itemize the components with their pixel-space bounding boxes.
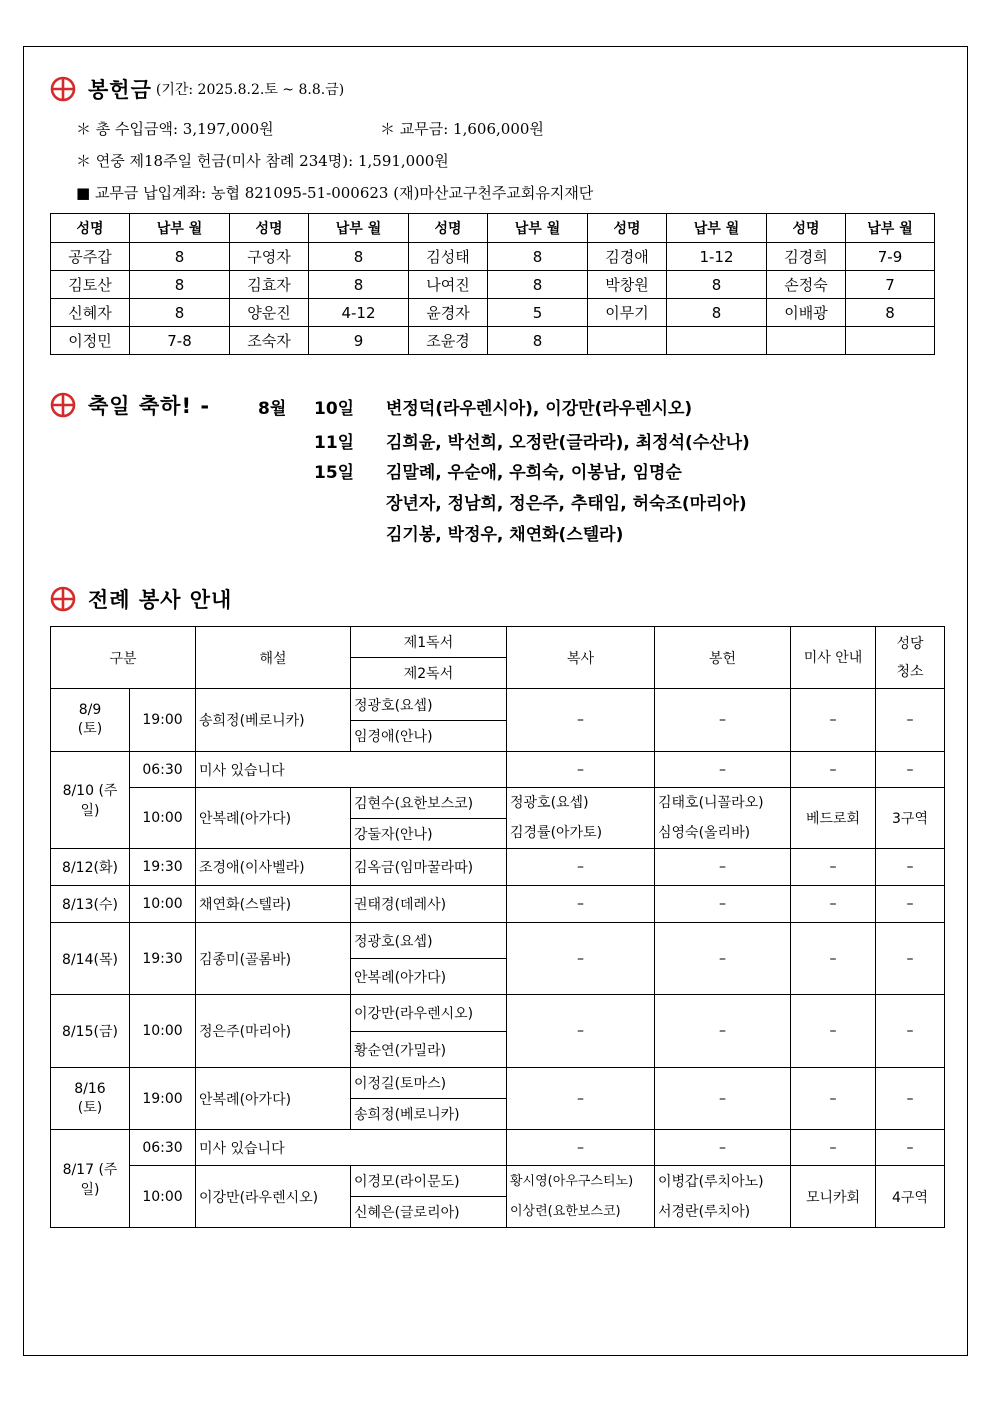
member-name: 나여진: [409, 271, 488, 299]
paid-month: 9: [309, 327, 409, 355]
member-name: 조숙자: [230, 327, 309, 355]
member-name: 김성태: [409, 243, 488, 271]
member-name: 김토산: [51, 271, 130, 299]
offertory-cell: –: [655, 1068, 791, 1130]
reader2-cell: 신혜은(글로리아): [351, 1197, 507, 1228]
header-reader1: 제1독서: [351, 627, 507, 658]
member-name: 이무기: [588, 299, 667, 327]
member-name: 김경애: [588, 243, 667, 271]
member-name: [588, 327, 667, 355]
acolyte-name: 김경률(아가토): [510, 825, 603, 841]
header-name: 성명: [588, 214, 667, 243]
mass-guide-cell: 모니카회: [791, 1166, 876, 1228]
member-name: 조윤경: [409, 327, 488, 355]
feast-names: 김기봉, 박정우, 채연화(스텔라): [386, 525, 624, 545]
offertory-cell: –: [655, 886, 791, 923]
commentary-cell: 이강만(라우렌시오): [196, 1166, 351, 1228]
date-cell: 8/17 (주일): [51, 1130, 130, 1228]
offertory-name: 심영숙(올리바): [658, 825, 751, 841]
commentary-cell: 채연화(스텔라): [196, 886, 351, 923]
reader2-cell: 강둘자(안나): [351, 819, 507, 849]
feast-names: 장년자, 정남희, 정은주, 추태임, 허숙조(마리아): [386, 494, 747, 514]
time-cell: 19:00: [130, 1068, 196, 1130]
acolyte-cell: –: [507, 1130, 655, 1166]
reader2-cell: 황순연(가밀라): [351, 1032, 507, 1068]
mass-guide-cell: –: [791, 689, 876, 752]
offertory-cell: –: [655, 923, 791, 995]
acolyte-cell: –: [507, 886, 655, 923]
table-row: [51, 243, 935, 271]
cleaning-cell: 4구역: [876, 1166, 945, 1228]
offering-header: [50, 74, 344, 104]
paid-month: 7-8: [130, 327, 230, 355]
acolyte-name: 정광호(요셉): [510, 795, 589, 811]
cleaning-cell: –: [876, 923, 945, 995]
date-cell: 8/13(수): [51, 886, 130, 923]
acolyte-cell: –: [507, 752, 655, 788]
offertory-name: 서경란(루치아): [658, 1203, 751, 1220]
mass-guide-cell: –: [791, 1130, 876, 1166]
mass-guide-cell: –: [791, 752, 876, 788]
cross-circle-icon: [50, 392, 76, 418]
diocese-fee: ＊ 교무금: 1,606,000원: [380, 120, 544, 138]
commentary-cell: 송희정(베로니카): [196, 689, 351, 752]
mass-guide-cell: –: [791, 1068, 876, 1130]
acolyte-cell: [507, 788, 655, 849]
feast-names: 김희윤, 박선희, 오정란(글라라), 최정석(수산나): [386, 433, 750, 453]
header-name: 성명: [230, 214, 309, 243]
cleaning-cell: –: [876, 886, 945, 923]
member-name: 신혜자: [51, 299, 130, 327]
acolyte-cell: –: [507, 1068, 655, 1130]
paid-month: [846, 327, 935, 355]
feast-day: 15일: [314, 463, 355, 483]
no-mass-note: 미사 있습니다: [196, 752, 507, 788]
time-cell: 10:00: [130, 995, 196, 1068]
header-name: 성명: [767, 214, 846, 243]
liturgy-title: 전례 봉사 안내: [88, 588, 233, 612]
offering-title: 봉헌금: [88, 78, 152, 102]
offertory-name: 이병갑(루치아노): [658, 1173, 764, 1190]
paid-month: 8: [667, 299, 767, 327]
member-name: 구영자: [230, 243, 309, 271]
member-name: 박창원: [588, 271, 667, 299]
header-month: 납부 월: [309, 214, 409, 243]
paid-month: 8: [846, 299, 935, 327]
header-commentary: 해설: [196, 627, 351, 689]
commentary-cell: 안복례(아가다): [196, 788, 351, 849]
cleaning-cell: –: [876, 849, 945, 886]
cross-circle-icon: [50, 586, 76, 612]
feast-title: 축일 축하! -: [88, 394, 211, 418]
header-mass-guide: 미사 안내: [791, 627, 876, 689]
paid-month: 5: [488, 299, 588, 327]
offertory-cell: [655, 1166, 791, 1228]
paid-month: [667, 327, 767, 355]
commentary-cell: 조경애(이사벨라): [196, 849, 351, 886]
mass-guide-cell: –: [791, 849, 876, 886]
acolyte-cell: –: [507, 849, 655, 886]
cleaning-cell: –: [876, 995, 945, 1068]
header-month: 납부 월: [667, 214, 767, 243]
acolyte-cell: –: [507, 923, 655, 995]
offertory-cell: –: [655, 995, 791, 1068]
time-cell: 06:30: [130, 752, 196, 788]
cleaning-cell: –: [876, 689, 945, 752]
feast-month: 8월: [258, 399, 287, 419]
header-name: 성명: [51, 214, 130, 243]
feast-day: 10일: [314, 399, 355, 419]
member-name: 공주갑: [51, 243, 130, 271]
total-income: ＊ 총 수입금액: 3,197,000원: [76, 120, 274, 138]
header-month: 납부 월: [846, 214, 935, 243]
cleaning-cell: –: [876, 752, 945, 788]
acolyte-cell: [507, 1166, 655, 1228]
paid-month: 8: [309, 243, 409, 271]
reader1-cell: 이강만(라우렌시오): [351, 995, 507, 1032]
sunday-offering: ＊ 연중 제18주일 헌금(미사 참례 234명): 1,591,000원: [76, 152, 449, 170]
offertory-cell: –: [655, 689, 791, 752]
commentary-cell: 정은주(마리아): [196, 995, 351, 1068]
header-cleaning: 성당 청소: [876, 627, 945, 689]
time-cell: 10:00: [130, 788, 196, 849]
dues-table: [50, 213, 935, 355]
date-cell: 8/10 (주일): [51, 752, 130, 849]
header-month: 납부 월: [488, 214, 588, 243]
reader1-cell: 정광호(요셉): [351, 923, 507, 959]
commentary-cell: 김종미(골롬바): [196, 923, 351, 995]
offertory-cell: [655, 788, 791, 849]
feast-names: 변정덕(라우렌시아), 이강만(라우렌시오): [386, 399, 693, 419]
reader1-cell: 권태경(데레사): [351, 886, 507, 923]
date-cell: 8/15(금): [51, 995, 130, 1068]
paid-month: 8: [309, 271, 409, 299]
liturgy-header: [50, 584, 232, 614]
offertory-cell: –: [655, 752, 791, 788]
paid-month: 8: [488, 327, 588, 355]
offering-period: (기간: 2025.8.2.토 ~ 8.8.금): [155, 82, 345, 98]
reader2-cell: 안복례(아가다): [351, 959, 507, 995]
member-name: [767, 327, 846, 355]
header-acolyte: 복사: [507, 627, 655, 689]
member-name: 김경희: [767, 243, 846, 271]
reader1-cell: 이정길(토마스): [351, 1068, 507, 1099]
mass-guide-cell: 베드로회: [791, 788, 876, 849]
member-name: 윤경자: [409, 299, 488, 327]
header-name: 성명: [409, 214, 488, 243]
paid-month: 1-12: [667, 243, 767, 271]
table-row: [51, 299, 935, 327]
commentary-cell: 안복례(아가다): [196, 1068, 351, 1130]
offertory-name: 김태호(니꼴라오): [658, 795, 764, 811]
reader1-cell: 이경모(라이문도): [351, 1166, 507, 1197]
acolyte-name: 이상련(요한보스코): [510, 1203, 621, 1219]
member-name: 이배광: [767, 299, 846, 327]
paid-month: 8: [130, 299, 230, 327]
liturgy-table: [50, 626, 945, 1228]
date-cell: 8/9 (토): [51, 689, 130, 752]
acolyte-cell: –: [507, 995, 655, 1068]
cleaning-cell: –: [876, 1130, 945, 1166]
feast-names: 김말례, 우순애, 우희숙, 이봉남, 임명순: [386, 463, 682, 483]
header-month: 납부 월: [130, 214, 230, 243]
cleaning-cell: 3구역: [876, 788, 945, 849]
time-cell: 19:30: [130, 849, 196, 886]
paid-month: 4-12: [309, 299, 409, 327]
cross-circle-icon: [50, 76, 76, 102]
date-cell: 8/12(화): [51, 849, 130, 886]
feast-header: [50, 390, 210, 420]
reader2-cell: 송희정(베로니카): [351, 1099, 507, 1130]
time-cell: 10:00: [130, 886, 196, 923]
table-row: [51, 327, 935, 355]
time-cell: 19:00: [130, 689, 196, 752]
mass-guide-cell: –: [791, 886, 876, 923]
paid-month: 7-9: [846, 243, 935, 271]
paid-month: 8: [667, 271, 767, 299]
cleaning-cell: –: [876, 1068, 945, 1130]
member-name: 손정숙: [767, 271, 846, 299]
time-cell: 06:30: [130, 1130, 196, 1166]
date-cell: 8/16 (토): [51, 1068, 130, 1130]
paid-month: 8: [488, 243, 588, 271]
acolyte-cell: –: [507, 689, 655, 752]
offertory-cell: –: [655, 849, 791, 886]
header-division: 구분: [51, 627, 196, 689]
reader1-cell: 정광호(요셉): [351, 689, 507, 721]
reader1-cell: 김현수(요한보스코): [351, 788, 507, 819]
paid-month: 8: [488, 271, 588, 299]
time-cell: 19:30: [130, 923, 196, 995]
reader1-cell: 김옥금(임마꿀라따): [351, 849, 507, 886]
offertory-cell: –: [655, 1130, 791, 1166]
paid-month: 8: [130, 243, 230, 271]
feast-day: 11일: [314, 433, 355, 453]
header-reader2: 제2독서: [351, 658, 507, 689]
mass-guide-cell: –: [791, 923, 876, 995]
member-name: 양운진: [230, 299, 309, 327]
no-mass-note: 미사 있습니다: [196, 1130, 507, 1166]
mass-guide-cell: –: [791, 995, 876, 1068]
reader2-cell: 임경애(안나): [351, 721, 507, 752]
header-offertory: 봉헌: [655, 627, 791, 689]
account-info: ■ 교무금 납입계좌: 농협 821095-51-000623 (재)마산교구천주교회유지재단: [76, 184, 594, 202]
date-cell: 8/14(목): [51, 923, 130, 995]
member-name: 김효자: [230, 271, 309, 299]
time-cell: 10:00: [130, 1166, 196, 1228]
paid-month: 7: [846, 271, 935, 299]
member-name: 이정민: [51, 327, 130, 355]
acolyte-name: 황시영(아우구스티노): [510, 1173, 634, 1189]
paid-month: 8: [130, 271, 230, 299]
table-row: [51, 271, 935, 299]
